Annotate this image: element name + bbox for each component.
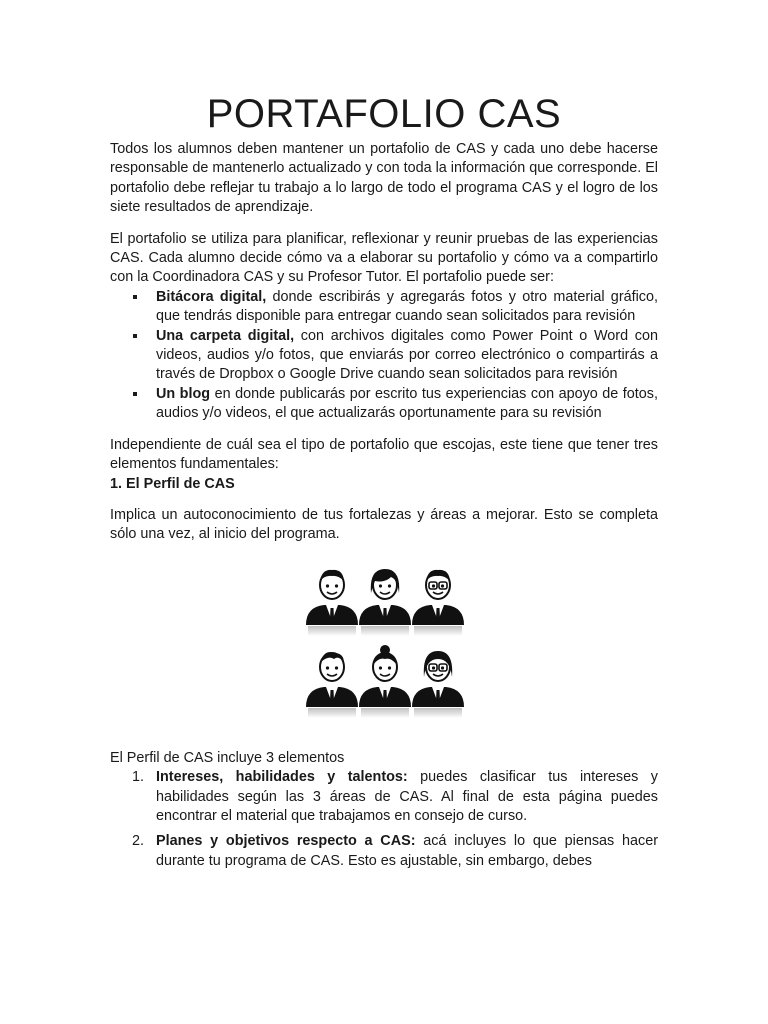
portfolio-paragraph: El portafolio se utiliza para planificar, reflexionar y reunir pruebas de las experiencias CAS. Cada alumno decide cómo va a elaborar su portafolio y cómo va a compartirlo con la Coordinadora CAS y su Profesor Tutor. El portafolio puede ser: xyxy=(110,230,658,286)
list-item xyxy=(132,768,658,826)
page-title: PORTAFOLIO CAS xyxy=(206,92,562,136)
list-item-bold: Intereses, habilidades y talentos: xyxy=(156,769,408,786)
list-item-text: puedes clasificar tus intereses y habilidades según las 3 áreas de CAS. Al final de esta página puedes encontrar el material que trabajamos en consejo de curso. xyxy=(156,769,658,824)
people-illustration xyxy=(304,563,464,723)
list-item xyxy=(156,327,658,385)
woman-bun-icon xyxy=(359,645,411,718)
list-item-bold: Bitácora digital, xyxy=(156,288,267,305)
list-item-text: con archivos digitales como Power Point o Word con videos, audios y/o fotos, que enviarás por correo electrónico o compartirás a través de Dropbox o Google Drive cuando sean solicitados para revisión xyxy=(156,327,658,383)
man-icon xyxy=(306,652,358,718)
portfolio-types-list xyxy=(110,288,658,424)
intro-paragraph: Todos los alumnos deben mantener un portafolio de CAS y cada uno debe hacerse responsable de mantenerlo actualizado y con toda la información que corresponde. El portafolio debe reflejar tu trabajo a lo largo de todo el programa CAS y el logro de los siete resultados de aprendizaje. xyxy=(110,141,658,216)
list-item-text: acá incluyes lo que piensas hacer durante tu programa de CAS. Esto es ajustable, sin embargo, debes xyxy=(156,833,658,869)
woman-icon xyxy=(359,569,411,636)
list-item xyxy=(132,832,658,871)
list-item-bold: Planes y objetivos respecto a CAS: xyxy=(156,833,416,850)
list-item-bold: Una carpeta digital, xyxy=(156,327,295,344)
woman-glasses-icon xyxy=(412,651,464,718)
man-icon xyxy=(306,570,358,636)
people-icons-svg xyxy=(304,563,464,723)
list-item-number: 1. xyxy=(132,769,145,786)
list-item-text: donde escribirás y agregarás fotos y otro material gráfico, que tendrás disponible para entregar cuando sean solicitados para revisión xyxy=(156,288,659,325)
list-item-number: 2. xyxy=(132,833,145,850)
section1-paragraph: Implica un autoconocimiento de tus fortalezas y áreas a mejorar. Esto se completa sólo una vez, al inicio del programa. xyxy=(110,506,658,543)
man-glasses-icon xyxy=(412,570,464,636)
section-heading: 1. El Perfil de CAS xyxy=(110,475,235,492)
list-item-text: en donde publicarás por escrito tus experiencias con apoyo de fotos, audios y/o videos, el que actualizarás oportunamente para su revisión xyxy=(156,385,658,422)
independent-paragraph: Independiente de cuál sea el tipo de portafolio que escojas, este tiene que tener tres elementos fundamentales: xyxy=(110,436,658,473)
document-body xyxy=(110,92,658,877)
profile-elements-list xyxy=(110,768,658,871)
list-item xyxy=(156,288,658,327)
profile-intro: El Perfil de CAS incluye 3 elementos xyxy=(110,749,345,766)
list-item-bold: Un blog xyxy=(156,385,211,402)
list-item xyxy=(156,385,658,424)
